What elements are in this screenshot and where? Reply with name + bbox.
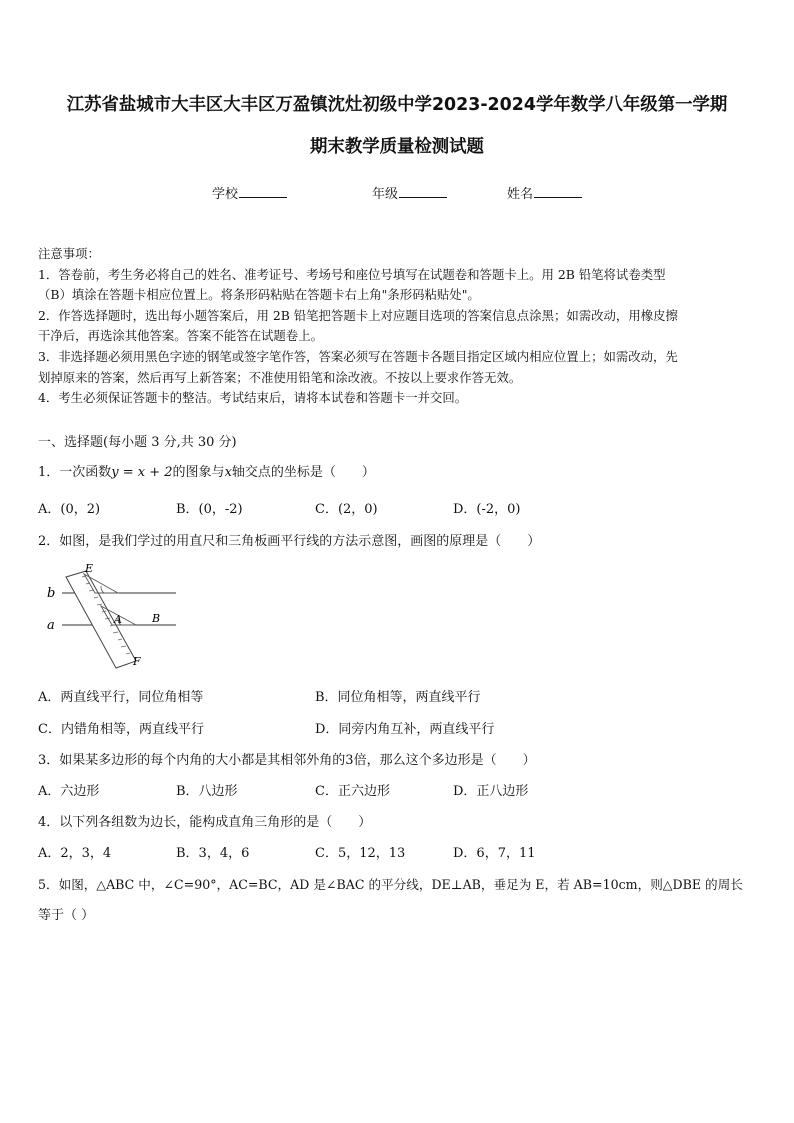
q1-formula: y = x + 2 [111, 465, 173, 480]
question-3-stem [38, 749, 536, 768]
q4-option-c[interactable]: C．5，12，13 [315, 846, 406, 861]
label-b-point: B [152, 612, 161, 625]
school-blank[interactable] [239, 185, 287, 198]
label-a-line: a [47, 618, 55, 633]
q4-option-d[interactable]: D．6，7，11 [453, 846, 536, 861]
q3-option-c[interactable]: C．正六边形 [315, 784, 390, 799]
q1-option-a[interactable]: A．(0，2) [38, 502, 101, 517]
q1-option-d[interactable]: D．(-2，0) [453, 502, 521, 517]
exam-title-line-2: 期末教学质量检测试题 [310, 137, 484, 157]
grade-field[interactable] [372, 183, 447, 202]
exam-notes [38, 244, 760, 409]
label-f: F [133, 655, 141, 668]
notes-heading: 注意事项： [38, 246, 100, 261]
q3-option-d[interactable]: D．正八边形 [453, 784, 529, 799]
school-label: 学校 [212, 187, 239, 202]
notes-line: 4．考生必须保证答题卡的整洁。考试结束后，请将本试卷和答题卡一并交回。 [38, 390, 468, 406]
notes-line: 3．非选择题必须用黑色字迹的钢笔或签字笔作答，答案必须写在答题卡各题目指定区域内相应位置上；如需改动，先 [38, 348, 678, 364]
label-a-point: A [114, 613, 122, 626]
q1-axis-var: x [224, 465, 232, 480]
q2-option-d[interactable]: D．同旁内角互补，两直线平行 [315, 722, 495, 737]
q1-prefix: 1．一次函数 [38, 465, 112, 480]
q2-option-a[interactable]: A．两直线平行，同位角相等 [38, 690, 204, 705]
question-5-stem-line-1: 5．如图，△ABC 中，∠C=90°，AC=BC，AD 是∠BAC 的平分线，DE⊥AB，垂足为 E，若 AB=10cm，则△DBE 的周长 [38, 877, 743, 892]
q3-suffix: 倍，那么这个多边形是（ ） [353, 753, 536, 768]
question-2-stem: 2．如图，是我们学过的用直尺和三角板画平行线的方法示意图，画图的原理是（ ） [38, 534, 541, 549]
label-b-line: b [47, 586, 56, 601]
q3-prefix: 3．如果某多边形的每个内角的大小都是其相邻外角的 [38, 753, 346, 768]
grade-label: 年级 [372, 187, 399, 202]
question-4-stem: 4．以下列各组数为边长，能构成直角三角形的是（ ） [38, 815, 372, 830]
notes-line: （B）填涂在答题卡相应位置上。将条形码粘贴在答题卡右上角"条形码粘贴处"。 [38, 287, 480, 303]
grade-blank[interactable] [399, 185, 447, 198]
name-label: 姓名 [507, 187, 534, 202]
angle-arc-upper [101, 586, 104, 593]
label-e: E [85, 562, 94, 575]
name-field[interactable] [507, 183, 582, 202]
notes-line: 1．答卷前，考生务必将自己的姓名、准考证号、考场号和座位号填写在试题卷和答题卡上。用 2B 铅笔将试卷类型 [38, 266, 666, 282]
q3-num: 3 [345, 753, 354, 768]
name-blank[interactable] [534, 185, 582, 198]
q4-option-b[interactable]: B．3，4，6 [176, 846, 250, 861]
q2-option-b[interactable]: B．同位角相等，两直线平行 [315, 690, 481, 705]
q1-option-c[interactable]: C．(2，0) [315, 502, 378, 517]
notes-line: 干净后，再选涂其他答案。答案不能答在试题卷上。 [38, 328, 323, 344]
q1-suffix: 轴交点的坐标是（ ） [231, 465, 375, 480]
q1-mid: 的图象与 [172, 465, 225, 480]
school-field[interactable] [212, 183, 287, 202]
q3-option-a[interactable]: A．六边形 [38, 784, 100, 799]
q3-option-b[interactable]: B．八边形 [176, 784, 238, 799]
ruler-triangle-figure [44, 562, 180, 672]
exam-title-line-1: 江苏省盐城市大丰区大丰区万盈镇沈灶初级中学2023-2024学年数学八年级第一学期 [66, 95, 728, 115]
section-heading: 一、选择题(每小题 3 分,共 30 分) [38, 435, 237, 450]
notes-line: 划掉原来的答案，然后再写上新答案；不准使用铅笔和涂改液。不按以上要求作答无效。 [38, 369, 522, 385]
question-5-stem-line-2: 等于（ ） [38, 908, 95, 923]
question-1-stem [38, 461, 375, 480]
q2-option-c[interactable]: C．内错角相等，两直线平行 [38, 722, 204, 737]
q1-option-b[interactable]: B．(0，-2) [176, 502, 243, 517]
notes-line: 2．作答选择题时，选出每小题答案后，用 2B 铅笔把答题卡上对应题目选项的答案信息点涂黑；如需改动，用橡皮擦 [38, 307, 678, 323]
q4-option-a[interactable]: A．2，3，4 [38, 846, 112, 861]
